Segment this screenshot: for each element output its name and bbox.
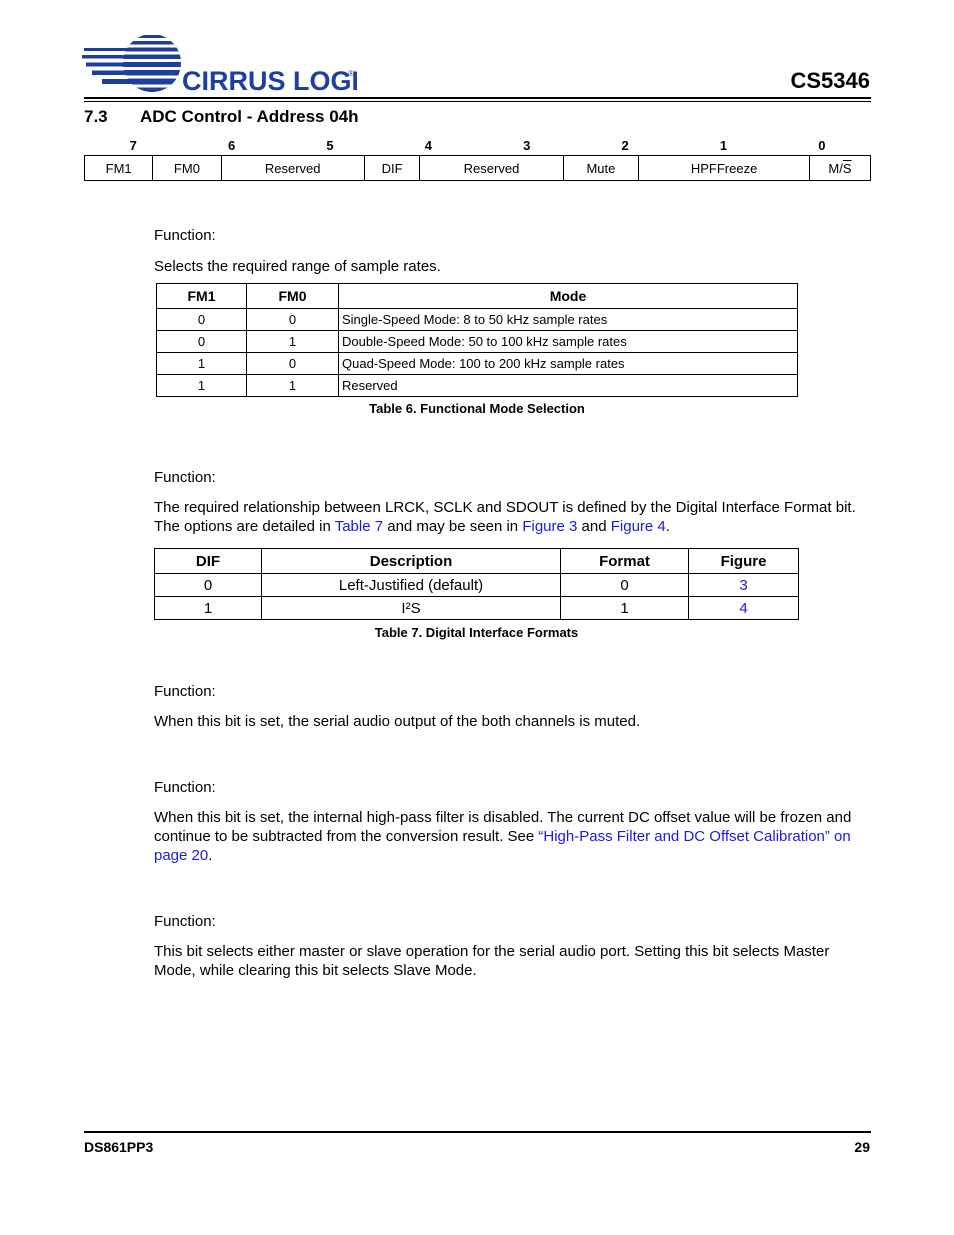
table-row [157,353,798,375]
cirrus-logic-logo [82,34,357,96]
hpf-text: . [208,847,213,864]
figure-link-cell[interactable]: 4 [689,597,799,620]
header-rule-thin [84,101,871,102]
column-header: Mode [339,284,798,309]
page-number: 29 [854,1139,870,1155]
register-bit-mute: Mute [563,156,639,181]
dif-text: The required relationship between LRCK, SCLK and SDOUT is defined by the Digital Interface Format bit. The options are detailed in [154,499,856,535]
column-header: FM0 [247,284,339,309]
column-header: FM1 [157,284,247,309]
bit-number: 2 [621,138,629,153]
table-cell: 1 [155,597,262,620]
table-row [155,574,799,597]
table-cell: Reserved [339,375,798,397]
hpf-text: When this bit is set, the internal high-pass filter is disabled. The current DC offset value will be frozen and continue to be subtracted from the conversion result. See [154,809,852,845]
bit-number: 3 [523,138,531,153]
functional-mode-table [156,283,798,397]
registered-mark: ® [348,69,354,78]
mute-description: When this bit is set, the serial audio output of the both channels is muted. [154,713,641,730]
digital-interface-table [154,548,799,620]
register-bit-reserved: Reserved [221,156,364,181]
figure-4-link[interactable]: Figure 4 [610,518,666,535]
bit-number: 6 [227,138,236,153]
mute-function-label: Function: [154,683,216,700]
table-cell: 0 [247,353,339,375]
table-cell: Left-Justified (default) [262,574,561,597]
hpf-calibration-link[interactable]: “High-Pass Filter and DC Offset Calibration” on page 20 [154,828,851,864]
register-row [85,156,871,181]
table-7-caption: Table 7. Digital Interface Formats [374,625,579,640]
fm-function-label: Function: [154,227,216,244]
table-cell: 0 [157,309,247,331]
table-cell: I²S [262,597,561,620]
svg-text:CIRRUS LOGIC: CIRRUS LOGI [182,66,357,96]
table-cell: Single-Speed Mode: 8 to 50 kHz sample rates [339,309,798,331]
table-row [157,375,798,397]
table-cell: 0 [157,331,247,353]
column-header: DIF [155,549,262,574]
table-row [155,597,799,620]
table-7-link[interactable]: Table 7 [334,518,384,535]
ms-function-label: Function: [154,913,216,930]
table-cell: 0 [155,574,262,597]
hpf-description [154,808,870,865]
figure-link-cell[interactable]: 3 [689,574,799,597]
table-cell: 0 [247,309,339,331]
section-number: 7.3 [84,107,108,126]
footer-rule [84,1131,871,1133]
column-header: Figure [689,549,799,574]
dif-function-label: Function: [154,469,216,486]
table-cell: Quad-Speed Mode: 100 to 200 kHz sample rates [339,353,798,375]
table-cell: 1 [247,331,339,353]
column-header: Format [561,549,689,574]
bit-number: 5 [326,138,334,153]
dif-text: . [665,518,670,535]
register-bit-ms: $M/\overline{S}$ [809,156,870,181]
logo-wordmark: CIRRUS LOGI [182,66,357,96]
bit-number-row [84,138,871,153]
part-number: CS5346 [790,68,870,93]
table-header-row [155,549,799,574]
register-bit-reserved: Reserved [420,156,563,181]
table-cell: Double-Speed Mode: 50 to 100 kHz sample rates [339,331,798,353]
register-bit-fm0: FM0 [153,156,221,181]
table-cell: 0 [561,574,689,597]
dif-description [154,498,870,536]
column-header: Description [262,549,561,574]
table-row [157,331,798,353]
table-cell: 1 [561,597,689,620]
table-6-caption: Table 6. Functional Mode Selection [369,401,585,416]
ms-description: This bit selects either master or slave operation for the serial audio port. Setting this bit selects Master Mode, while clearing this bit selects Slave Mode. [154,943,830,979]
figure-3-link[interactable]: Figure 3 [522,518,578,535]
logo-graphic [82,34,357,96]
table-row [157,309,798,331]
document-id: DS861PP3 [84,1139,154,1155]
register-bit-hpffreeze: HPFFreeze [639,156,810,181]
section-heading [84,107,359,127]
table-cell: 1 [157,375,247,397]
register-bit-fm1: FM1 [85,156,153,181]
section-title: ADC Control - Address 04h [140,107,359,126]
dif-text: and may be seen in [383,518,523,535]
hpf-function-label: Function: [154,779,216,796]
bit-number: 1 [719,138,728,153]
register-map-table [84,155,871,181]
fm-description: Selects the required range of sample rates. [154,258,441,275]
header-rule [84,97,871,99]
table-cell: 1 [157,353,247,375]
table-cell: 1 [247,375,339,397]
bit-number: 7 [129,138,137,153]
register-bit-dif: DIF [364,156,420,181]
dif-text: and [577,518,611,535]
bit-number: 4 [424,138,432,153]
table-header-row [157,284,798,309]
overline-s: $\overline{S}$ [842,160,852,176]
bit-number: 0 [818,138,826,153]
